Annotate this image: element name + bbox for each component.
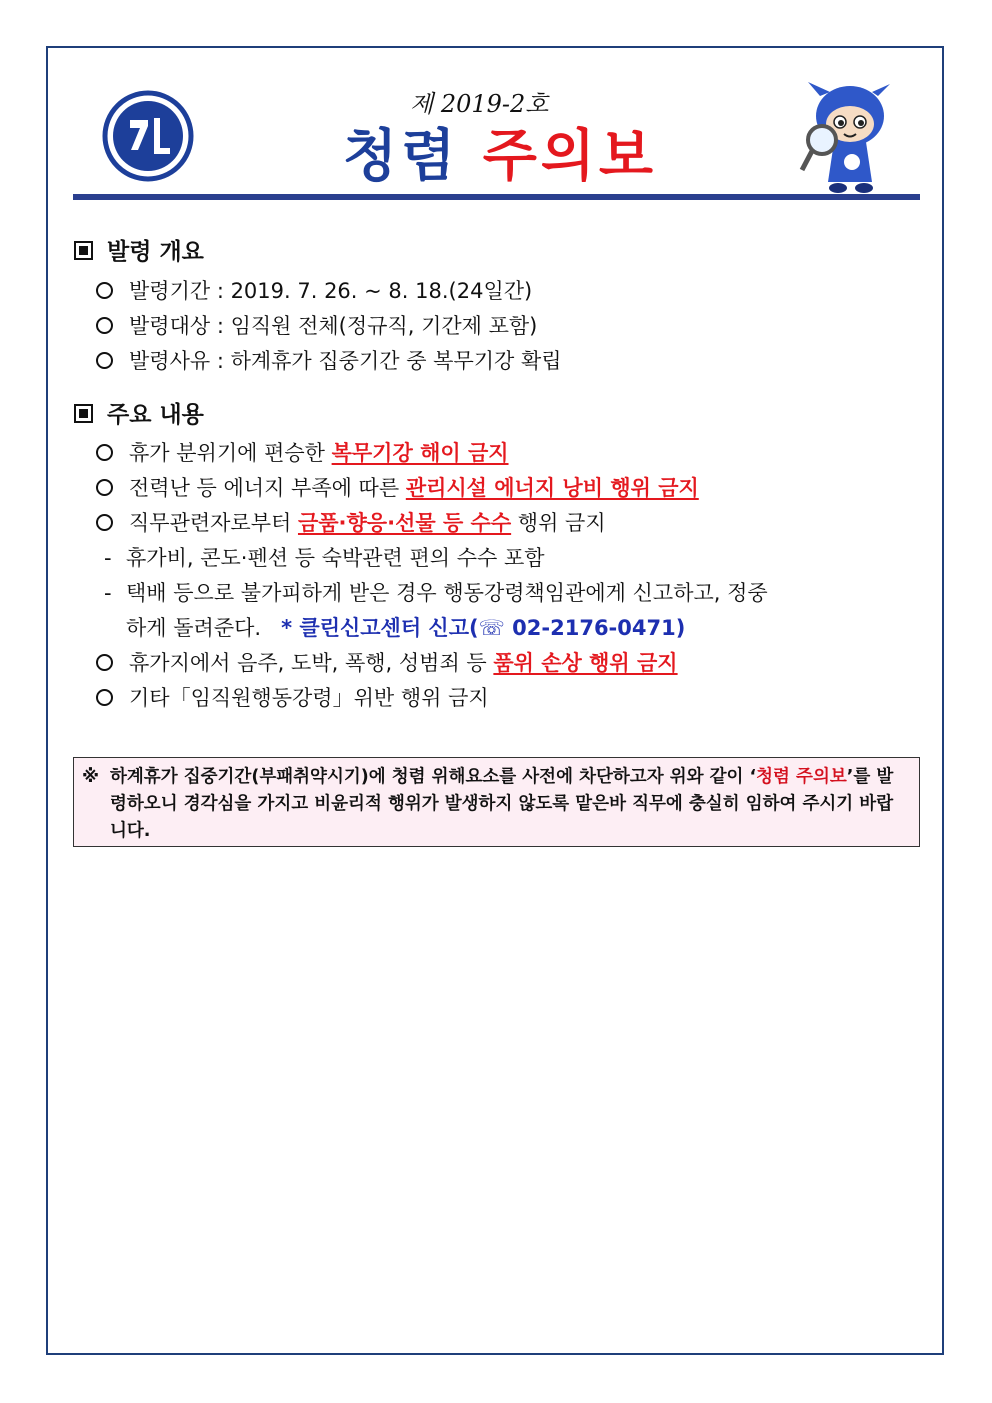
reference-mark: ※: [82, 767, 100, 787]
notice-box: ※ 하계휴가 집중기간(부패취약시기)에 청렴 위해요소를 사전에 차단하고자 위와 같이 ‘청렴 주의보’를 발령하오니 경각심을 가지고 비윤리적 행위가 발생하지 않도록 맡은바 직무에 충실히 임하여 주시기 바랍니다.: [73, 757, 920, 847]
emphasis-red: 금품·향응·선물 등 수수: [297, 511, 512, 535]
organization-logo: [102, 90, 194, 182]
clean-report-center: * 클린신고센터 신고(☏ 02-2176-0471): [281, 616, 686, 640]
header-rule: [73, 194, 920, 200]
list-item: 기타「임직원행동강령」위반 행위 금지: [96, 682, 489, 712]
title-part2: 주의보: [482, 124, 657, 189]
circle-bullet-icon: [96, 352, 113, 369]
mascot-illustration: [790, 78, 900, 196]
sub-item: - 휴가비, 콘도·펜션 등 숙박관련 편의 수수 포함: [104, 546, 545, 570]
list-item: 발령대상 : 임직원 전체(정규직, 기간제 포함): [96, 310, 537, 340]
list-item: 발령사유 : 하계휴가 집중기간 중 복무기강 확립: [96, 345, 562, 375]
circle-bullet-icon: [96, 654, 113, 671]
sub-item-continued: 하게 돌려준다. * 클린신고센터 신고(☏ 02-2176-0471): [126, 616, 686, 640]
square-bullet-icon: [74, 241, 93, 260]
sub-item: - 택배 등으로 불가피하게 받은 경우 행동강령책임관에게 신고하고, 정중: [104, 581, 768, 605]
circle-bullet-icon: [96, 514, 113, 531]
section-heading-main-content: 주요 내용: [74, 396, 204, 429]
list-item: 휴가 분위기에 편승한 복무기강 해이 금지: [96, 437, 509, 467]
section-heading-overview: 발령 개요: [74, 233, 204, 266]
emphasis-red: 품위 손상 행위 금지: [493, 651, 678, 675]
list-item: 휴가지에서 음주, 도박, 폭행, 성범죄 등 품위 손상 행위 금지: [96, 647, 678, 677]
list-item: 직무관련자로부터 금품·향응·선물 등 수수 행위 금지: [96, 507, 606, 537]
notice-highlight: 청렴 주의보: [756, 767, 847, 787]
emphasis-red: 복무기강 해이 금지: [331, 441, 509, 465]
list-item: 발령기간 : 2019. 7. 26. ~ 8. 18.(24일간): [96, 275, 532, 305]
page-title: [290, 112, 710, 192]
circle-bullet-icon: [96, 282, 113, 299]
emphasis-red: 관리시설 에너지 낭비 행위 금지: [405, 476, 699, 500]
circle-bullet-icon: [96, 479, 113, 496]
issue-number: 제 2019-2호: [410, 90, 549, 118]
circle-bullet-icon: [96, 317, 113, 334]
circle-bullet-icon: [96, 444, 113, 461]
title-part1: 청렴: [343, 124, 460, 189]
circle-bullet-icon: [96, 689, 113, 706]
list-item: 전력난 등 에너지 부족에 따른 관리시설 에너지 낭비 행위 금지: [96, 472, 699, 502]
square-bullet-icon: [74, 404, 93, 423]
